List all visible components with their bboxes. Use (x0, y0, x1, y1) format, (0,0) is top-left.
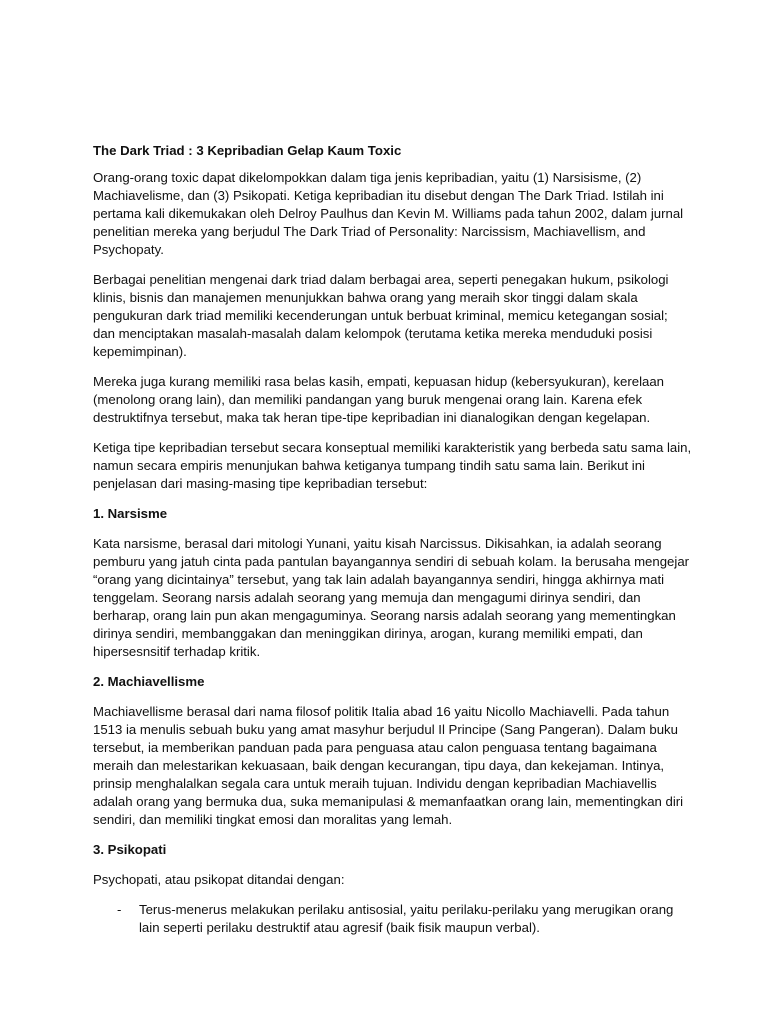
section-text-narsisme: Kata narsisme, berasal dari mitologi Yunani, yaitu kisah Narcissus. Dikisahkan, ia adalah seorang pemburu yang jatuh cinta pada pantulan bayangannya sendiri di sebuah kolam. Ia berusaha mengejar “orang yang dicintainya” tersebut, yang tak lain adalah bayangannya sendiri, hingga akhirnya mati tenggelam. Seorang narsis adalah seorang yang memuja dan mengagumi dirinya sendiri, dan berharap, orang lain pun akan mengaguminya. Seorang narsis adalah seorang yang mementingkan dirinya sendiri, membanggakan dan meninggikan dirinya, arogan, kurang memiliki empati, dan hipersesnsitif terhadap kritik. (93, 536, 690, 659)
bullet-marker: - (117, 902, 122, 917)
section-intro-psikopati: Psychopati, atau psikopat ditandai dengan: (93, 872, 345, 887)
section-heading-psikopati: 3. Psikopati (93, 842, 167, 857)
section-heading-narsisme: 1. Narsisme (93, 506, 168, 521)
paragraph-overview: Ketiga tipe kepribadian tersebut secara konseptual memiliki karakteristik yang berbeda satu sama lain, namun secara empiris menunjukan bahwa ketiganya tumpang tindih satu sama lain. Berikut ini penjelasan dari masing-masing tipe kepribadian tersebut: (93, 440, 692, 491)
paragraph-intro: Orang-orang toxic dapat dikelompokkan dalam tiga jenis kepribadian, yaitu (1) Narsisisme, (2) Machiavelisme, dan (3) Psikopati. Ketiga kepribadian itu disebut dengan The Dark Triad. Istilah ini pertama kali dikemukakan oleh Delroy Paulhus dan Kevin M. Williams pada tahun 2002, dalam jurnal penelitian mereka yang berjudul The Dark Triad of Personality: Narcissism, Machiavellism, and Psychopaty. (93, 170, 684, 257)
document-page (93, 142, 693, 937)
list-item (93, 901, 693, 937)
document-title: The Dark Triad : 3 Kepribadian Gelap Kaum Toxic (93, 143, 402, 158)
section-text-machiavellisme: Machiavellisme berasal dari nama filosof politik Italia abad 16 yaitu Nicollo Machiavelli. Pada tahun 1513 ia menulis sebuah buku yang amat masyhur berjudul Il Principe (Sang Pangeran). Dalam buku tersebut, ia memberikan panduan pada para penguasa atau calon penguasa tentang bagaimana meraih dan melestarikan kekuasaan, baik dengan kecurangan, tipu daya, dan kekejaman. Intinya, prinsip menghalalkan segala cara untuk meraih tujuan. Individu dengan kepribadian Machiavellis adalah orang yang bermuka dua, suka memanipulasi & memanfaatkan orang lain, mementingkan diri sendiri, dan memiliki tingkat emosi dan moralitas yang lemah. (93, 704, 684, 827)
paragraph-research: Berbagai penelitian mengenai dark triad dalam berbagai area, seperti penegakan hukum, psikologi klinis, bisnis dan manajemen menunjukkan bahwa orang yang meraih skor tinggi dalam skala pengukuran dark triad memiliki kecenderungan untuk berbuat kriminal, memicu ketegangan sosial; dan menciptakan masalah-masalah dalam kelompok (terutama ketika mereka menduduki posisi kepemimpinan). (93, 272, 669, 359)
paragraph-empathy: Mereka juga kurang memiliki rasa belas kasih, empati, kepuasan hidup (kebersyukuran), kerelaan (menolong orang lain), dan memiliki pandangan yang buruk mengenai orang lain. Karena efek destruktifnya tersebut, maka tak heran tipe-tipe kepribadian ini dianalogikan dengan kegelapan. (93, 374, 665, 425)
bullet-text: Terus-menerus melakukan perilaku antisosial, yaitu perilaku-perilaku yang merugikan orang lain seperti perilaku destruktif atau agresif (baik fisik maupun verbal). (139, 902, 674, 935)
section-heading-machiavellisme: 2. Machiavellisme (93, 674, 205, 689)
